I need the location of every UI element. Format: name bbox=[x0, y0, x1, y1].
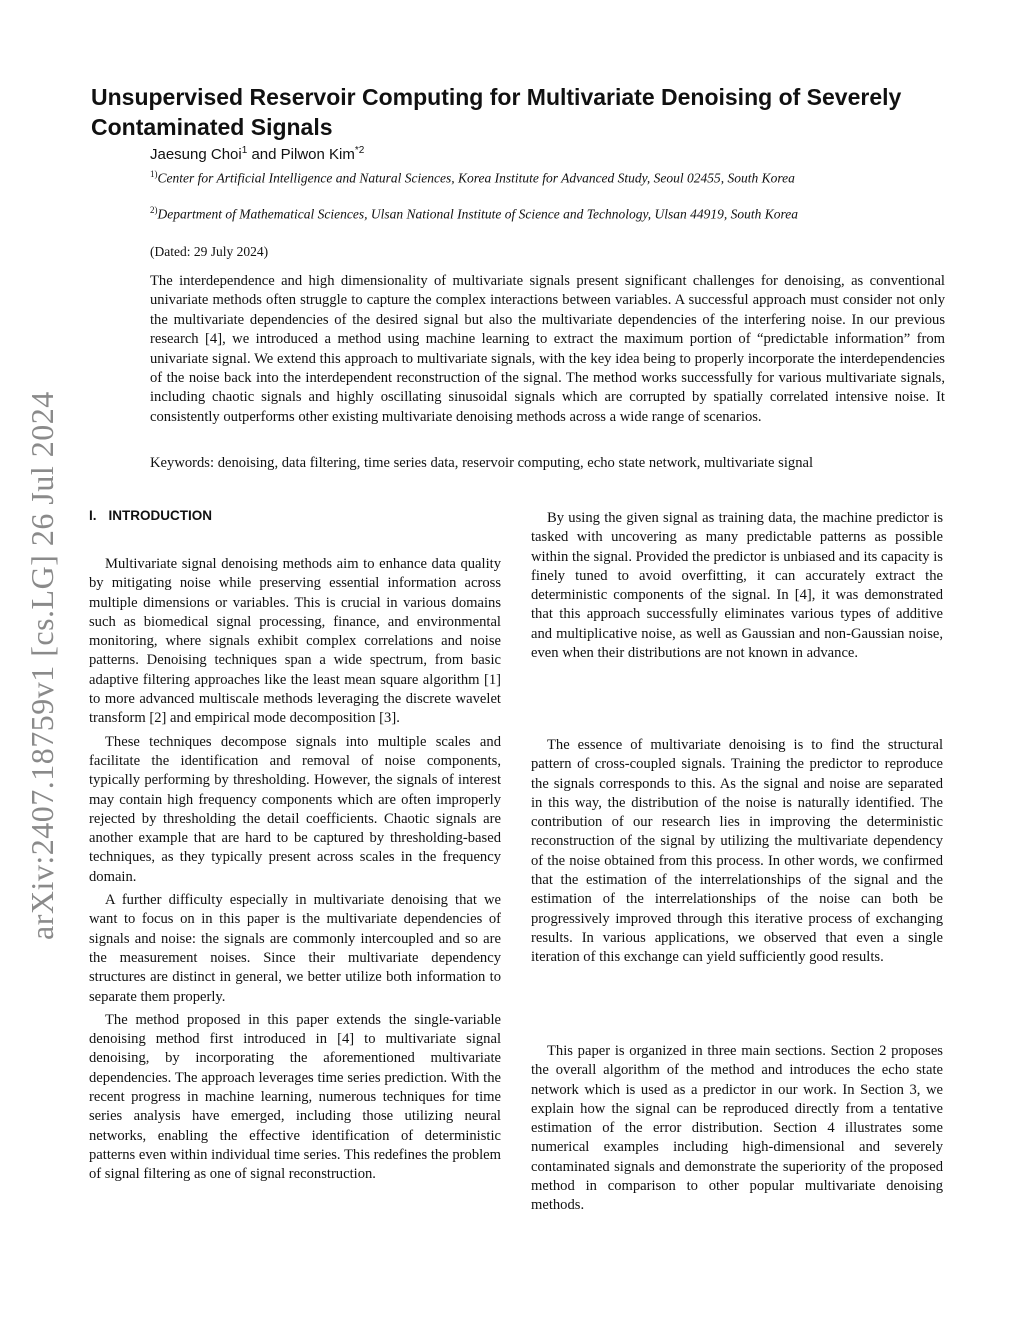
author-connector: and bbox=[247, 146, 281, 163]
section-heading bbox=[89, 508, 212, 523]
author-name: Pilwon Kim bbox=[280, 146, 355, 163]
right-column-para-1 bbox=[531, 509, 943, 663]
paragraph: By using the given signal as training data, the machine predictor is tasked with uncovering as many predictable patterns as possible within the signal. Provided the predictor is unbiased and its capacity is finely tuned to avoid overfitting, it can accurately extract the deterministic components of the signal. In [4], it was demonstrated that this approach successfully eliminates various types of additive and multiplicative noise, as well as Gaussian and non-Gaussian noise, even when their distributions are not known in advance. bbox=[531, 510, 943, 662]
arxiv-identifier: arXiv:2407.18759v1 [cs.LG] 26 Jul 2024 bbox=[24, 391, 60, 940]
affiliation-text: Center for Artificial Intelligence and Natural Sciences, Korea Institute for Advanced Study, Seoul 02455, South Korea bbox=[157, 170, 795, 186]
paragraph: This paper is organized in three main sections. Section 2 proposes the overall algorithm of the method and introduces the echo state network which is used as a predictor in our work. In Section 3, we explain how the signal can be reproduced directly from a tentative estimation of the error distribution. Section 4 illustrates some numerical examples including high-dimensional and severely contaminated signals and demonstrate the superiority of the proposed method in comparison to other popular multivariate denoising methods. bbox=[531, 1043, 943, 1214]
affiliation bbox=[150, 202, 945, 223]
affiliation-text: Department of Mathematical Sciences, Ulsan National Institute of Science and Technology, Ulsan 44919, South Korea bbox=[157, 206, 799, 222]
author-name: Jaesung Choi bbox=[150, 146, 242, 163]
affiliation-mark: 2) bbox=[150, 205, 158, 215]
paragraph: The method proposed in this paper extends the single-variable denoising method first introduced in [4] to multivariate signal denoising, by incorporating the aforementioned multivariate dependencies. The approach leverages time series prediction. With the recent progress in machine learning, numerous techniques for time series analysis have emerged, including those utilizing neural networks, enabling the effective identification of deterministic patterns even within individual time series. This redefines the problem of signal filtering as one of signal reconstruction. bbox=[89, 1011, 501, 1183]
abstract: The interdependence and high dimensionality of multivariate signals present significant challenges for denoising, as conventional univariate methods often struggle to capture the complex interactions between variables. A successful approach must consider not only the multivariate dependencies of the desired signal but also the multivariate dependencies of the interfering noise. In our previous research [4], we introduced a method using machine learning to extract the maximum portion of “predictable information” from univariate signal. We extend this approach to multivariate signals, with the key idea being to properly incorporate the interdependencies of the noise back into the interdependent reconstruction of the signal. The method works successfully for various multivariate signals, including chaotic signals and highly oscillating sinusoidal signals which are corrupted by spatially correlated intensive noise. It consistently outperforms other existing multivariate denoising methods across a wide range of scenarios. bbox=[150, 273, 945, 425]
author-list bbox=[150, 145, 945, 163]
section-title: INTRODUCTION bbox=[108, 508, 213, 523]
paragraph: A further difficulty especially in multivariate denoising that we want to focus on in this paper is the multivariate dependencies of signals and noise: the signals are commonly intercoupled and so are the measurement noises. Since their multivariate dependency structures are distinct in general, we better utilize both information to separate them properly. bbox=[89, 892, 501, 1005]
right-column-para-2 bbox=[531, 736, 943, 968]
author-affiliation-mark: *2 bbox=[354, 145, 365, 156]
affiliation-mark: 1) bbox=[150, 169, 158, 179]
paragraph: The essence of multivariate denoising is to find the structural pattern of cross-coupled signals. Training the predictor to reproduce the signals corresponds to this. As the signal and noise are separated in this way, the distribution of the noise is naturally identified. The contribution of our research lies in improving the deterministic reconstruction of the signal by utilizing the multivariate dependency of the noise obtained from this process. In other words, we confirmed that the estimation of the interrelationships of the signal and the estimation of the interrelationships of the noise can both be progressively improved through this iterative process of exchanging results. In various applications, we observed that even a single iteration of this exchange can yield sufficiently good results. bbox=[531, 737, 943, 966]
affiliation bbox=[150, 166, 945, 187]
paragraph: Multivariate signal denoising methods aim to enhance data quality by mitigating noise while preserving essential information across multiple dimensions or variables. This is crucial in various domains such as biomedical signal processing, finance, and environmental monitoring, where signals exhibit complex correlations and noise patterns. Denoising techniques span a wide spectrum, from basic adaptive filtering approaches like the least mean square algorithm [1] to more advanced multiscale methods leveraging the discrete wavelet transform [2] and empirical mode decomposition [3]. bbox=[89, 556, 501, 727]
left-column bbox=[89, 555, 501, 1185]
paper-title: Unsupervised Reservoir Computing for Multivariate Denoising of Severely Contaminated Signals bbox=[91, 84, 902, 140]
author-affiliation-mark: 1 bbox=[241, 145, 248, 156]
keywords: Keywords: denoising, data filtering, time series data, reservoir computing, echo state network, multivariate signal bbox=[150, 455, 814, 471]
section-number: I. bbox=[89, 508, 97, 523]
dated-line: (Dated: 29 July 2024) bbox=[150, 244, 269, 259]
paragraph: These techniques decompose signals into multiple scales and facilitate the identification and removal of noise components, typically performing by thresholding. However, the signals of interest may contain high frequency components which are often improperly rejected by thresholding the detail coefficients. Chaotic signals are another example that are hard to be captured by thresholding-based techniques, as they typically present across scales in the frequency domain. bbox=[89, 733, 501, 885]
right-column-para-3 bbox=[531, 1042, 943, 1216]
